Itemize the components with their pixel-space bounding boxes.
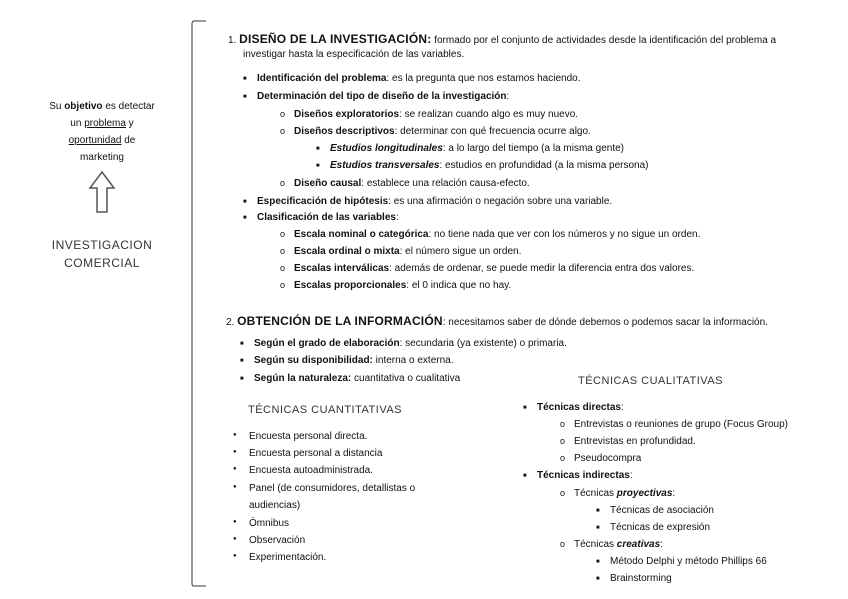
indirectas-suffix: : [629, 470, 633, 481]
list-item [257, 73, 581, 84]
objective-suffix: es detectar [102, 101, 155, 112]
section1-heading-line [228, 32, 776, 46]
item-bold: Escala nominal o categórica [294, 229, 429, 240]
item-bold: Escalas proporcionales [294, 280, 407, 291]
item-text: : a lo largo del tiempo (a la misma gente) [442, 143, 624, 154]
item-bold: Estudios longitudinales [330, 143, 443, 154]
item-text: : determinar con qué frecuencia ocurre algo. [394, 126, 591, 137]
list-item [330, 143, 624, 154]
item-text: : [395, 212, 399, 223]
objective-line2-prefix: un [70, 118, 85, 129]
item-text: : secundaria (ya existente) o primaria. [399, 338, 567, 349]
list-item [294, 263, 694, 274]
creativas-word: creativas [616, 539, 661, 550]
objective-line2-suffix: y [125, 118, 134, 129]
objective-prefix: Su [49, 101, 65, 112]
directas-label: Técnicas directas [537, 402, 621, 413]
list-item [574, 488, 675, 499]
creativas-prefix: Técnicas [574, 539, 617, 550]
item-text: : [506, 91, 510, 102]
item-text: : no tiene nada que ver con los números y no sigue un orden. [428, 229, 701, 240]
objective-word: objetivo [64, 101, 103, 112]
item-bold: Diseños exploratorios [294, 109, 400, 120]
left-bracket [188, 20, 208, 588]
list-item: o Pseudocompra [574, 453, 641, 464]
list-item: o Entrevistas en profundidad. [574, 436, 696, 447]
item-text: cuantitativa o cualitativa [351, 373, 461, 384]
item-bold: Según su disponibilidad: [254, 355, 373, 366]
list-item [294, 109, 578, 120]
item-bold: Escala ordinal o mixta [294, 246, 400, 257]
list-item: ● Observación [249, 535, 305, 546]
list-item [537, 402, 624, 413]
list-item [257, 212, 399, 223]
cualitativas-title: TÉCNICAS CUALITATIVAS [578, 375, 723, 387]
list-item [294, 126, 591, 137]
cuantitativas-title: TÉCNICAS CUANTITATIVAS [248, 404, 403, 416]
section2-number: 2. [226, 317, 235, 328]
item-bold: Identificación del problema [257, 73, 387, 84]
objective-line4: marketing [80, 152, 124, 163]
list-item [254, 355, 454, 366]
title-line2: COMERCIAL [64, 256, 140, 270]
indirectas-label: Técnicas indirectas [537, 470, 630, 481]
list-item: ● Encuesta autoadministrada. [249, 465, 373, 476]
section1-number: 1. [228, 35, 237, 46]
problema-word: problema [84, 118, 126, 129]
list-item [294, 246, 521, 257]
list-item: o Entrevistas o reuniones de grupo (Focus Group) [574, 419, 788, 430]
section2-heading-line [226, 314, 768, 328]
item-bold: Especificación de hipótesis [257, 196, 389, 207]
section1-desc-line2: investigar hasta la especificación de las variables. [243, 49, 465, 60]
section2-desc: : necesitamos saber de dónde debemos o podemos sacar la información. [442, 317, 768, 328]
list-item: ■ Técnicas de expresión [610, 522, 710, 533]
proyectivas-prefix: Técnicas [574, 488, 617, 499]
oportunidad-word: oportunidad [68, 135, 122, 146]
list-item-continuation: audiencias) [249, 500, 301, 511]
title-line1: INVESTIGACION [51, 238, 153, 252]
item-bold: Según el grado de elaboración [254, 338, 400, 349]
item-text: : el 0 indica que no hay. [406, 280, 512, 291]
item-bold: Diseños descriptivos [294, 126, 395, 137]
section1-desc-line1: formado por el conjunto de actividades desde la identificación del problema a [431, 35, 777, 46]
list-item [257, 91, 509, 102]
list-item [254, 373, 460, 384]
proyectivas-suffix: : [672, 488, 676, 499]
item-text: : se realizan cuando algo es muy nuevo. [399, 109, 579, 120]
list-item [294, 178, 530, 189]
objective-line3-suffix: de [121, 135, 136, 146]
proyectivas-word: proyectivas [616, 488, 673, 499]
list-item: ● Encuesta personal directa. [249, 431, 367, 442]
list-item [257, 196, 612, 207]
list-item: ■ Técnicas de asociación [610, 505, 714, 516]
list-item [537, 470, 633, 481]
page-title [32, 236, 172, 272]
item-text: : estudios en profundidad (a la misma persona) [439, 160, 649, 171]
list-item [294, 229, 700, 240]
item-bold: Determinación del tipo de diseño de la investigación [257, 91, 507, 102]
list-item [574, 539, 663, 550]
item-bold: Escalas interválicas [294, 263, 390, 274]
item-bold: Estudios transversales [330, 160, 440, 171]
list-item [254, 338, 567, 349]
directas-suffix: : [620, 402, 624, 413]
up-arrow-icon [88, 170, 116, 214]
item-text: interna o externa. [372, 355, 454, 366]
item-text: : establece una relación causa-efecto. [361, 178, 530, 189]
section1-heading: DISEÑO DE LA INVESTIGACIÓN: [239, 32, 432, 46]
item-text: : el número sigue un orden. [399, 246, 522, 257]
list-item [294, 280, 511, 291]
item-text: : es la pregunta que nos estamos haciendo. [386, 73, 581, 84]
list-item: ■ Método Delphi y método Phillips 66 [610, 556, 767, 567]
list-item: ■ Brainstorming [610, 573, 672, 584]
item-bold: Según la naturaleza: [254, 373, 352, 384]
item-text: : además de ordenar, se puede medir la diferencia entra dos valores. [389, 263, 695, 274]
objective-text [32, 98, 172, 166]
section2-heading: OBTENCIÓN DE LA INFORMACIÓN [237, 314, 443, 328]
item-bold: Diseño causal [294, 178, 362, 189]
list-item: ● Ómnibus [249, 518, 289, 529]
list-item: ● Encuesta personal a distancia [249, 448, 382, 459]
creativas-suffix: : [660, 539, 663, 550]
list-item [330, 160, 649, 171]
list-item: ● Panel (de consumidores, detallistas o [249, 483, 415, 494]
item-text: : es una afirmación o negación sobre una variable. [388, 196, 613, 207]
item-bold: Clasificación de las variables [257, 212, 396, 223]
list-item: ● Experimentación. [249, 552, 326, 563]
